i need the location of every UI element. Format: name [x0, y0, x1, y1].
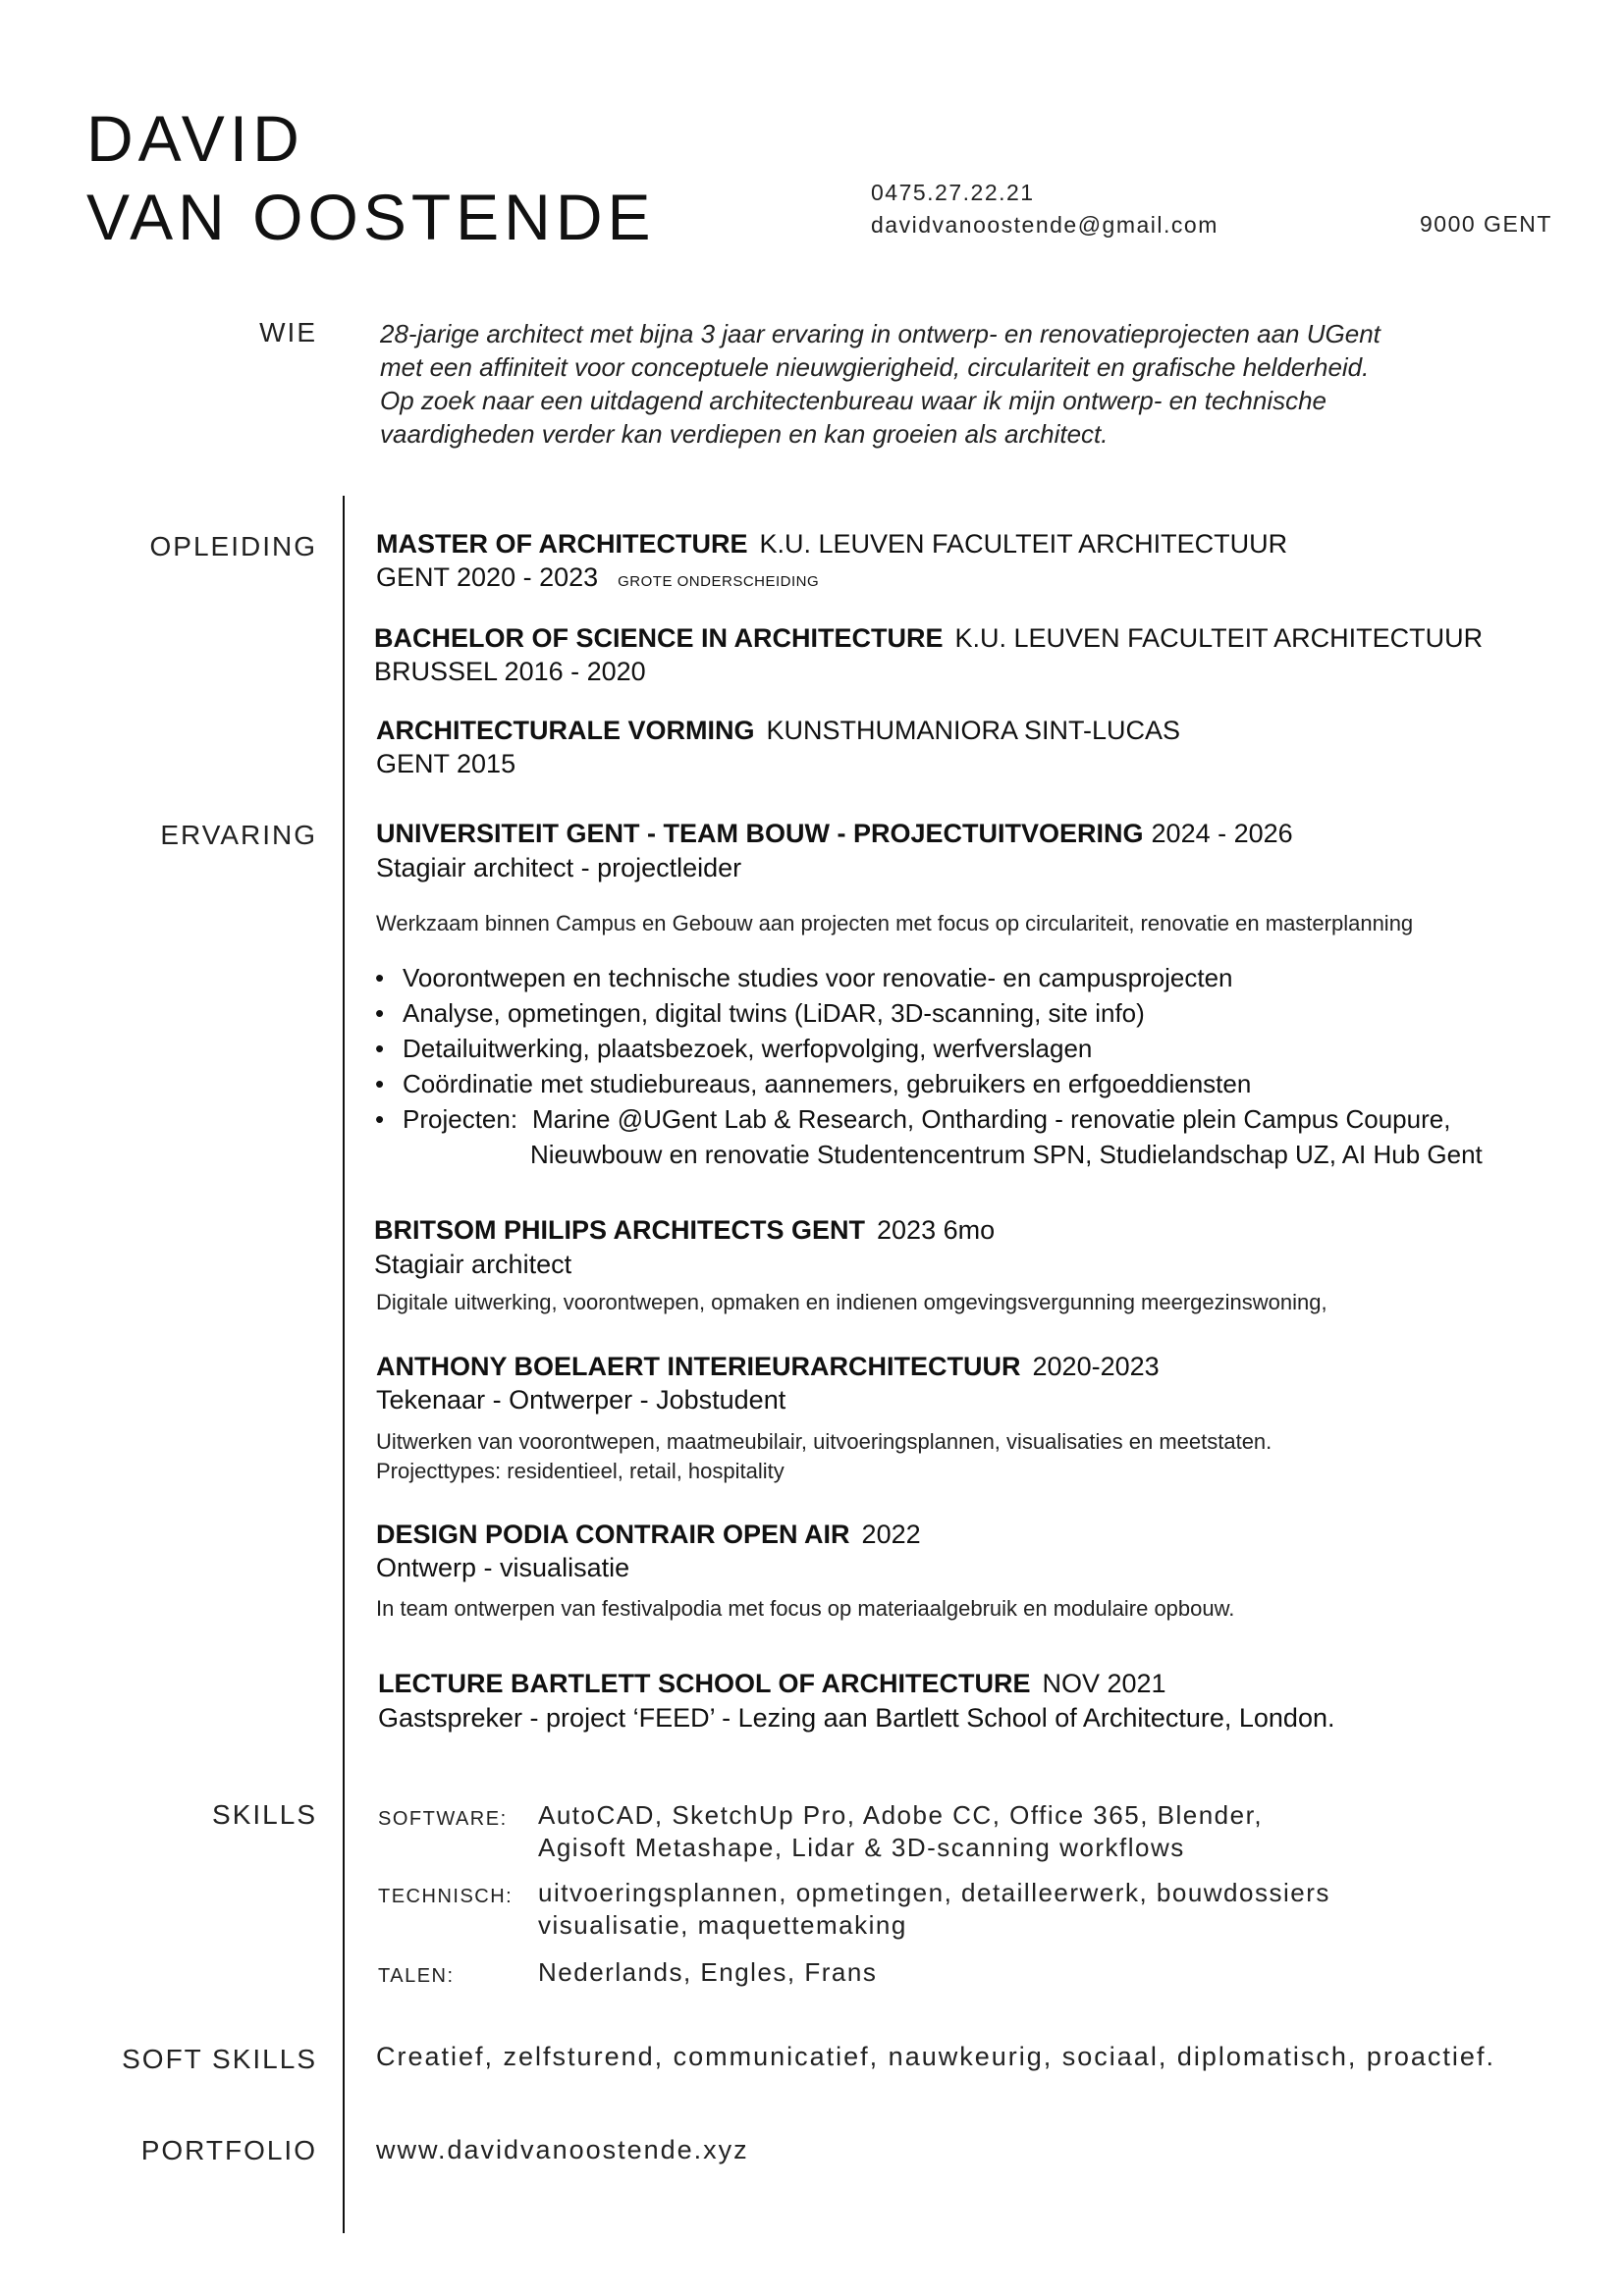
education-degree: ARCHITECTURALE VORMING [376, 716, 755, 745]
skill-key: TALEN: [378, 1965, 455, 1987]
section-label-wie: WIE [259, 317, 317, 347]
experience-bullets [375, 960, 1483, 1172]
skill-key: SOFTWARE: [378, 1808, 508, 1830]
soft-skills-value: Creatief, zelfsturend, communicatief, nauwkeurig, sociaal, diplomatisch, proactief. [376, 2042, 1495, 2071]
intro-line: met een affiniteit voor conceptuele nieuwgierigheid, circulariteit en grafische helderheid. [380, 352, 1370, 382]
experience-role: Stagiair architect [374, 1250, 572, 1279]
education-title [376, 529, 1287, 560]
education-title [374, 623, 1483, 654]
intro-line: 28-jarige architect met bijna 3 jaar ervaring in ontwerp- en renovatieprojecten aan UGent [380, 319, 1380, 348]
experience-employer: UNIVERSITEIT GENT - TEAM BOUW - PROJECTUITVOERING [376, 819, 1144, 848]
bullet-item: • Analyse, opmetingen, digital twins (LiDAR, 3D-scanning, site info) [375, 995, 1483, 1031]
education-place [374, 657, 646, 687]
experience-period: 2023 6mo [877, 1215, 996, 1245]
projects-line-continued: Nieuwbouw en renovatie Studentencentrum SPN, Studielandschap UZ, AI Hub Gent [530, 1140, 1483, 1169]
experience-description: Uitwerken van voorontwepen, maatmeubilair, uitvoeringsplannen, visualisaties en meetstaten. [376, 1429, 1272, 1454]
email: davidvanoostende@gmail.com [871, 212, 1218, 238]
education-institution: KUNSTHUMANIORA SINT-LUCAS [766, 716, 1181, 745]
experience-title [376, 1520, 921, 1550]
skill-value [538, 1799, 1263, 1864]
experience-employer: DESIGN PODIA CONTRAIR OPEN AIR [376, 1520, 850, 1549]
education-place [376, 562, 819, 593]
skill-value: Nederlands, Engles, Frans [538, 1957, 878, 1987]
intro-line: Op zoek naar een uitdagend architectenbureau waar ik mijn ontwerp- en technische [380, 386, 1327, 415]
education-institution: K.U. LEUVEN FACULTEIT ARCHITECTUUR [759, 529, 1288, 559]
skill-value-line: uitvoeringsplannen, opmetingen, detailleerwerk, bouwdossiers [538, 1878, 1330, 1907]
experience-title [376, 1352, 1160, 1382]
education-place-years: GENT 2020 - 2023 [376, 562, 599, 592]
intro-text [380, 317, 1539, 451]
section-label-skills: SKILLS [212, 1799, 317, 1830]
intro-line: vaardigheden verder kan verdiepen en kan groeien als architect. [380, 419, 1109, 449]
skill-key: TECHNISCH: [378, 1886, 514, 1907]
education-distinction: GROTE ONDERSCHEIDING [618, 573, 820, 590]
bullet-item: • Voorontwepen en technische studies voor renovatie- en campusprojecten [375, 960, 1483, 995]
skill-row-technisch [378, 1877, 1556, 1946]
section-label-opleiding: OPLEIDING [149, 531, 317, 561]
last-name: VAN OOSTENDE [86, 181, 656, 253]
experience-period: 2020-2023 [1032, 1352, 1160, 1381]
education-place-years: BRUSSEL 2016 - 2020 [374, 657, 646, 686]
phone: 0475.27.22.21 [871, 180, 1035, 205]
experience-period: NOV 2021 [1042, 1669, 1166, 1698]
education-place [376, 749, 515, 779]
experience-description: Projecttypes: residentieel, retail, hospitality [376, 1459, 785, 1483]
experience-title [378, 1669, 1166, 1699]
experience-employer: LECTURE BARTLETT SCHOOL OF ARCHITECTURE [378, 1669, 1031, 1698]
bullet-item-projects [375, 1101, 1483, 1137]
experience-employer: BRITSOM PHILIPS ARCHITECTS GENT [374, 1215, 866, 1245]
skill-row-talen [378, 1956, 1556, 1996]
education-institution: K.U. LEUVEN FACULTEIT ARCHITECTUUR [954, 623, 1484, 653]
skill-value-line: AutoCAD, SketchUp Pro, Adobe CC, Office 365, Blender, [538, 1800, 1264, 1830]
bullet-item: • Coördinatie met studiebureaus, aannemers, gebruikers en erfgoeddiensten [375, 1066, 1483, 1101]
experience-description: In team ontwerpen van festivalpodia met focus op materiaalgebruik en modulaire opbouw. [376, 1596, 1235, 1621]
experience-role: Tekenaar - Ontwerper - Jobstudent [376, 1385, 786, 1415]
education-place-years: GENT 2015 [376, 749, 516, 778]
bullet-item: • Detailuitwerking, plaatsbezoek, werfopvolging, werfverslagen [375, 1031, 1483, 1066]
experience-role: Stagiair architect - projectleider [376, 853, 742, 882]
experience-description: Digitale uitwerking, voorontwepen, opmaken en indienen omgevingsvergunning meergezinswoning, [376, 1290, 1327, 1314]
projects-label: Projecten: [403, 1104, 518, 1134]
vertical-divider [343, 496, 345, 2233]
experience-description: Werkzaam binnen Campus en Gebouw aan projecten met focus op circulariteit, renovatie en masterplanning [376, 911, 1414, 935]
skill-value-line: visualisatie, maquettemaking [538, 1910, 907, 1940]
education-degree: BACHELOR OF SCIENCE IN ARCHITECTURE [374, 623, 944, 653]
section-label-ervaring: ERVARING [160, 820, 317, 850]
experience-title [376, 819, 1293, 849]
experience-title [374, 1215, 995, 1246]
city: 9000 GENT [1420, 211, 1552, 237]
skill-row-software [378, 1799, 1556, 1868]
section-label-portfolio: PORTFOLIO [140, 2135, 317, 2165]
skill-value [538, 1877, 1330, 1942]
portfolio-link[interactable]: www.davidvanoostende.xyz [376, 2135, 749, 2164]
projects-line: Marine @UGent Lab & Research, Ontharding - renovatie plein Campus Coupure, [532, 1104, 1451, 1134]
experience-role: Ontwerp - visualisatie [376, 1553, 630, 1582]
experience-employer: ANTHONY BOELAERT INTERIEURARCHITECTUUR [376, 1352, 1021, 1381]
education-degree: MASTER OF ARCHITECTURE [376, 529, 748, 559]
education-title [376, 716, 1180, 746]
experience-role: Gastspreker - project ‘FEED’ - Lezing aan Bartlett School of Architecture, London. [378, 1703, 1335, 1733]
skill-value-line: Agisoft Metashape, Lidar & 3D-scanning workflows [538, 1833, 1185, 1862]
experience-period: 2024 - 2026 [1151, 819, 1293, 848]
experience-period: 2022 [861, 1520, 921, 1549]
section-label-soft-skills: SOFT SKILLS [122, 2044, 317, 2074]
first-name: DAVID [86, 102, 304, 175]
